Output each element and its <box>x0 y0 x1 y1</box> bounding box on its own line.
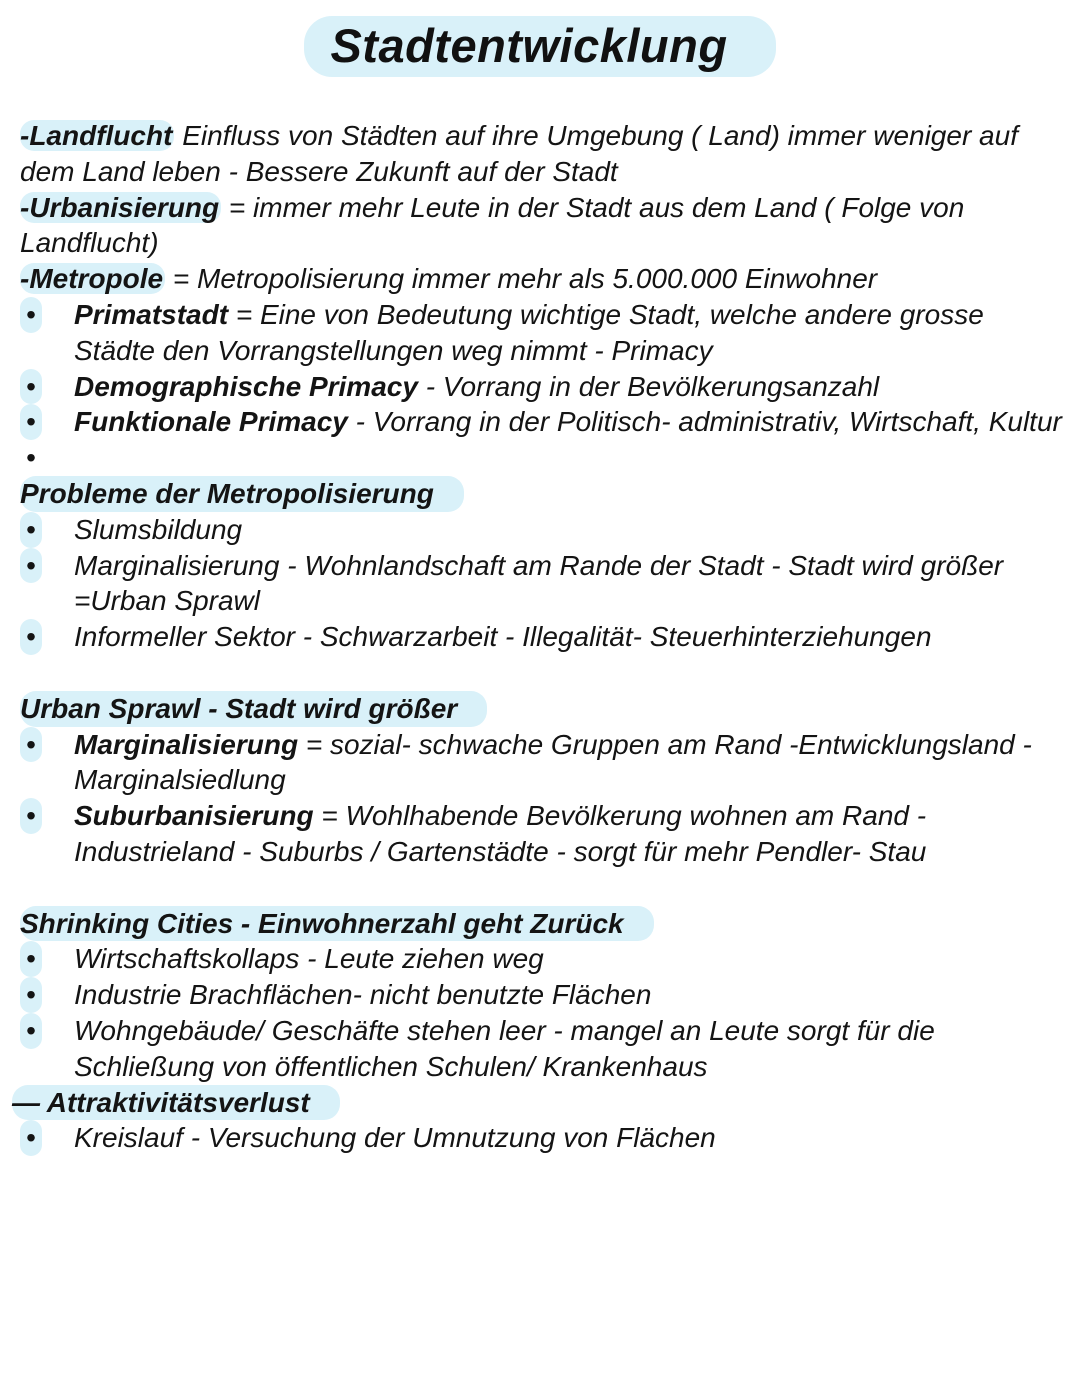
bullet-icon: • <box>20 548 42 584</box>
definition-metropole <box>20 261 1070 297</box>
page-title: Stadtentwicklung <box>330 19 728 72</box>
term-funktionale-primacy: Funktionale Primacy <box>74 406 348 438</box>
text-probleme-2: Marginalisierung - Wohnlandschaft am Rande der Stadt - Stadt wird größer =Urban Sprawl <box>74 549 1004 617</box>
text-metropole: = Metropolisierung immer mehr als 5.000.000 Einwohner <box>165 263 878 295</box>
list-item-suburbanisierung <box>20 798 1070 870</box>
text-shrinking-2: Industrie Brachflächen- nicht benutzte Flächen <box>74 979 652 1011</box>
heading-sprawl: Urban Sprawl - Stadt wird größer <box>20 691 487 727</box>
list-item-shrinking-1 <box>20 941 1070 977</box>
title-highlight <box>304 16 775 77</box>
definition-landflucht <box>20 118 1070 190</box>
term-demographische-primacy: Demographische Primacy <box>74 370 418 402</box>
text-urbanisierung: = immer mehr Leute in der Stadt aus dem Land ( Folge von Landflucht) <box>20 191 965 259</box>
bullet-icon: • <box>20 369 42 405</box>
bullet-icon: • <box>20 512 42 548</box>
spacer <box>20 870 1070 906</box>
text-probleme-1: Slumsbildung <box>74 513 243 545</box>
term-suburbanisierung: Suburbanisierung <box>74 800 314 832</box>
bullet-icon: • <box>26 442 36 474</box>
text-suburbanisierung: = Wohlhabende Bevölkerung wohnen am Rand - Industrieland - Suburbs / Gartenstädte - sorgt für mehr Pendler- Stau <box>74 800 927 867</box>
bullet-icon: • <box>20 619 42 655</box>
text-shrinking-3: Wohngebäude/ Geschäfte stehen leer - mangel an Leute sorgt für die Schließung von öffentlichen Schulen/ Krankenhaus <box>74 1014 935 1082</box>
term-primatstadt: Primatstadt <box>74 298 229 330</box>
bullet-icon: • <box>20 977 42 1013</box>
text-attraktivitaet-1: Kreislauf - Versuchung der Umnutzung von Flächen <box>74 1122 716 1154</box>
spacer <box>20 655 1070 691</box>
list-item-probleme-3 <box>20 619 1070 655</box>
text-probleme-3: Informeller Sektor - Schwarzarbeit - Illegalität- Steuerhinterziehungen <box>74 621 932 653</box>
list-item-funktionale-primacy <box>20 404 1070 440</box>
section-heading-shrinking <box>20 906 1070 942</box>
term-landflucht: -Landflucht <box>20 120 173 151</box>
text-demographische-primacy: - Vorrang in der Bevölkerungsanzahl <box>417 370 880 402</box>
list-item-probleme-2 <box>20 548 1070 620</box>
list-item-attraktivitaet-1 <box>20 1120 1070 1156</box>
bullet-icon: • <box>20 404 42 440</box>
section-heading-probleme <box>20 476 1070 512</box>
term-urbanisierung: -Urbanisierung <box>20 191 220 223</box>
definition-urbanisierung <box>20 190 1070 262</box>
bullet-icon: • <box>20 941 42 977</box>
list-item-empty <box>20 440 1070 476</box>
heading-shrinking: Shrinking Cities - Einwohnerzahl geht Zurück <box>20 906 654 942</box>
text-marginalisierung: = sozial- schwache Gruppen am Rand -Entwicklungsland - Marginalsiedlung <box>74 728 1032 796</box>
list-item-primatstadt <box>20 297 1070 369</box>
text-primatstadt: = Eine von Bedeutung wichtige Stadt, welche andere grosse Städte den Vorrangstellungen weg nimmt - Primacy <box>74 298 984 366</box>
bullet-icon: • <box>20 1013 42 1049</box>
list-item-shrinking-2 <box>20 977 1070 1013</box>
list-item-demographische-primacy <box>20 369 1070 405</box>
text-funktionale-primacy: - Vorrang in der Politisch- administrativ, Wirtschaft, Kultur <box>347 406 1062 438</box>
section-heading-sprawl <box>20 691 1070 727</box>
text-landflucht: Einfluss von Städten auf ihre Umgebung ( Land) immer weniger auf dem Land leben - Bessere Zukunft auf der Stadt <box>20 120 1018 187</box>
section-heading-attraktivitaet <box>12 1085 1070 1121</box>
text-shrinking-1: Wirtschaftskollaps - Leute ziehen weg <box>74 943 544 975</box>
list-item-shrinking-3 <box>20 1013 1070 1085</box>
bullet-icon: • <box>20 798 42 834</box>
list-item-marginalisierung <box>20 727 1070 799</box>
heading-probleme: Probleme der Metropolisierung <box>20 476 464 512</box>
heading-attraktivitaet: — Attraktivitätsverlust <box>12 1085 340 1121</box>
bullet-icon: • <box>20 727 42 763</box>
bullet-icon: • <box>20 1120 42 1156</box>
term-metropole: -Metropole <box>20 263 164 295</box>
bullet-icon: • <box>20 297 42 333</box>
notes-body <box>12 118 1070 1156</box>
list-item-probleme-1 <box>20 512 1070 548</box>
title-area <box>0 16 1080 77</box>
term-marginalisierung: Marginalisierung <box>74 728 299 760</box>
